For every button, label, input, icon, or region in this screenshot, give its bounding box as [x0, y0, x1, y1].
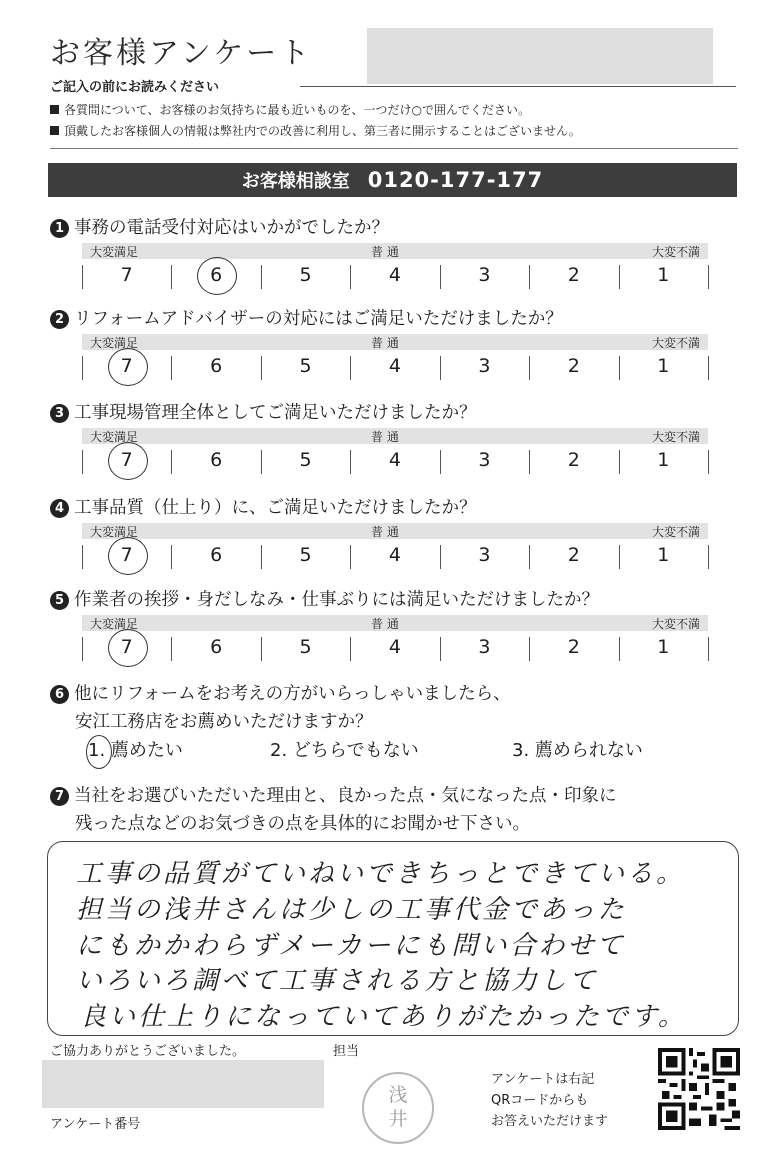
- scale-divider: [529, 545, 530, 569]
- answer-circle: [108, 629, 148, 667]
- scale-divider: [171, 265, 172, 289]
- answer-circle: [108, 348, 148, 386]
- scale-divider: [619, 356, 620, 380]
- scale-label-best: 大変満足: [90, 336, 139, 350]
- handwritten-line-4: いろいろ調べて工事される方と協力して: [76, 966, 599, 996]
- rating-option-5[interactable]: 5: [299, 544, 312, 566]
- handwritten-line-1: 工事の品質がていねいできちっとできている。: [76, 859, 686, 889]
- question-number-badge: 5: [50, 591, 69, 610]
- question-number-badge: 6: [50, 685, 69, 704]
- scale-divider: [708, 356, 709, 380]
- question-1: [50, 214, 389, 239]
- scale-divider: [440, 265, 441, 289]
- scale-label-worst: 大変不満: [651, 430, 700, 444]
- rating-option-4[interactable]: 4: [388, 449, 402, 471]
- survey-number-label: アンケート番号: [50, 1117, 141, 1132]
- support-label: お客様相談室: [241, 171, 350, 192]
- handwritten-line-5: 良い仕上りになっていてありがたかったです。: [80, 1002, 687, 1032]
- q6-option-3[interactable]: 3. 薦められない: [512, 740, 643, 761]
- qr-code-icon[interactable]: [658, 1048, 740, 1130]
- scale-label-neutral: 普 通: [371, 336, 399, 350]
- scale-label-best: 大変満足: [90, 245, 139, 259]
- scale-divider: [82, 356, 83, 380]
- handwritten-line-3: にもかかわらずメーカーにも問い合わせて: [76, 931, 626, 961]
- question-7: [50, 782, 617, 807]
- rating-option-1[interactable]: 1: [657, 264, 670, 286]
- rating-option-6[interactable]: 6: [210, 636, 223, 658]
- question-6: [50, 680, 511, 705]
- rating-option-7[interactable]: 7: [120, 264, 133, 286]
- question-text: 他にリフォームをお考えの方がいらっしゃいましたら、: [74, 684, 511, 704]
- rating-option-2[interactable]: 2: [567, 544, 580, 566]
- instructions-heading: ご記入の前にお読みください: [50, 80, 220, 95]
- question-5: [50, 586, 599, 611]
- scale-divider: [440, 545, 441, 569]
- question-2: [50, 305, 563, 330]
- rating-option-1[interactable]: 1: [657, 355, 670, 377]
- rating-option-3[interactable]: 3: [478, 544, 491, 566]
- staff-seal-stamp: [362, 1072, 434, 1144]
- scale-divider: [708, 637, 709, 661]
- rating-option-1[interactable]: 1: [657, 449, 670, 471]
- scale-label-neutral: 普 通: [371, 245, 399, 259]
- scale-divider: [82, 637, 83, 661]
- rating-scale: [82, 537, 708, 573]
- divider: [300, 86, 736, 87]
- question-text: 工事現場管理全体としてご満足いただけましたか？: [74, 403, 477, 423]
- rating-option-2[interactable]: 2: [567, 636, 580, 658]
- note-line-1: [50, 101, 530, 118]
- scale-divider: [529, 637, 530, 661]
- scale-divider: [619, 545, 620, 569]
- bullet-square-icon: [50, 105, 59, 114]
- q6-option-2[interactable]: 2. どちらでもない: [270, 740, 419, 761]
- scale-divider: [350, 450, 351, 474]
- rating-option-5[interactable]: 5: [299, 636, 312, 658]
- question-number-badge: 1: [50, 219, 69, 238]
- scale-label-neutral: 普 通: [371, 617, 399, 631]
- scale-divider: [529, 265, 530, 289]
- scale-divider: [619, 637, 620, 661]
- answer-circle: [108, 442, 148, 480]
- seal-char: 井: [388, 1108, 408, 1130]
- scale-divider: [82, 450, 83, 474]
- scale-label-neutral: 普 通: [371, 430, 399, 444]
- scale-label-best: 大変満足: [90, 430, 139, 444]
- rating-scale: [82, 257, 708, 293]
- rating-option-1[interactable]: 1: [657, 544, 670, 566]
- scale-divider: [529, 356, 530, 380]
- question-text: 当社をお選びいただいた理由と、良かった点・気になった点・印象に: [74, 786, 617, 806]
- scale-divider: [440, 637, 441, 661]
- thanks-text: ご協力ありがとうございました。: [50, 1044, 246, 1059]
- support-phone[interactable]: 0120-177-177: [367, 168, 544, 192]
- scale-divider: [261, 356, 262, 380]
- scale-divider: [171, 545, 172, 569]
- scale-divider: [350, 356, 351, 380]
- rating-option-3[interactable]: 3: [478, 449, 491, 471]
- staff-label: 担当: [333, 1044, 360, 1059]
- question-6-line-2: 安江工務店をお薦めいただけますか？: [75, 712, 373, 732]
- divider: [50, 148, 738, 149]
- bullet-square-icon: [50, 126, 59, 135]
- scale-divider: [350, 637, 351, 661]
- rating-option-6[interactable]: 6: [210, 544, 223, 566]
- note-text: 頂戴したお客様個人の情報は弊社内での改善に利用し、第三者に開示することはございません。: [64, 124, 581, 138]
- seal-char: 浅: [388, 1084, 408, 1106]
- rating-option-6[interactable]: 6: [210, 449, 223, 471]
- scale-label-best: 大変満足: [90, 617, 139, 631]
- qr-note-line-1: アンケートは右記: [491, 1072, 595, 1087]
- rating-option-7[interactable]: 7: [120, 355, 133, 377]
- rating-option-6[interactable]: 6: [210, 264, 223, 286]
- scale-divider: [619, 450, 620, 474]
- rating-option-3[interactable]: 3: [478, 636, 491, 658]
- question-number-badge: 4: [50, 499, 69, 518]
- question-3: [50, 399, 477, 424]
- rating-option-4[interactable]: 4: [388, 544, 402, 566]
- rating-option-7[interactable]: 7: [120, 544, 133, 566]
- scale-divider: [171, 637, 172, 661]
- handwritten-line-2: 担当の浅井さんは少しの工事代金であった: [76, 895, 627, 925]
- question-7-line-2: 残った点などのお気づきの点を具体的にお聞かせ下さい。: [75, 814, 530, 834]
- qr-note-line-3: お答えいただけます: [491, 1114, 609, 1129]
- scale-label-worst: 大変不満: [651, 617, 700, 631]
- scale-label-worst: 大変不満: [651, 245, 700, 259]
- question-number-badge: 7: [50, 787, 69, 806]
- q6-option-1[interactable]: 1. 薦めたい: [88, 740, 183, 761]
- rating-option-7[interactable]: 7: [120, 449, 133, 471]
- rating-option-5[interactable]: 5: [299, 355, 312, 377]
- answer-circle: [197, 257, 237, 295]
- scale-divider: [171, 356, 172, 380]
- scale-divider: [708, 545, 709, 569]
- question-number-badge: 2: [50, 310, 69, 329]
- rating-option-2[interactable]: 2: [567, 449, 580, 471]
- rating-option-4[interactable]: 4: [388, 264, 402, 286]
- scale-divider: [708, 450, 709, 474]
- rating-option-4[interactable]: 4: [388, 355, 402, 377]
- rating-option-4[interactable]: 4: [388, 636, 402, 658]
- scale-divider: [171, 450, 172, 474]
- scale-divider: [440, 356, 441, 380]
- question-text: リフォームアドバイザーの対応にはご満足いただけましたか？: [74, 309, 563, 329]
- rating-option-5[interactable]: 5: [299, 449, 312, 471]
- scale-label-worst: 大変不満: [651, 525, 700, 539]
- note-text: 各質問について、お客様のお気持ちに最も近いものを、一つだけ○で囲んでください。: [64, 103, 530, 117]
- question-text: 工事品質（仕上り）に、ご満足いただけましたか？: [74, 498, 477, 518]
- scale-divider: [708, 265, 709, 289]
- scale-divider: [261, 265, 262, 289]
- scale-divider: [619, 265, 620, 289]
- scale-label-worst: 大変不満: [651, 336, 700, 350]
- rating-scale: [82, 348, 708, 384]
- scale-divider: [261, 450, 262, 474]
- scale-divider: [350, 545, 351, 569]
- scale-label-neutral: 普 通: [371, 525, 399, 539]
- question-number-badge: 3: [50, 404, 69, 423]
- redacted-staff-area: [42, 1060, 324, 1108]
- scale-divider: [82, 265, 83, 289]
- rating-option-7[interactable]: 7: [120, 636, 133, 658]
- qr-note-line-2: QRコードからも: [491, 1093, 589, 1108]
- scale-divider: [261, 637, 262, 661]
- scale-divider: [82, 545, 83, 569]
- question-text: 事務の電話受付対応はいかがでしたか？: [74, 218, 389, 238]
- note-line-2: [50, 122, 581, 139]
- scale-divider: [261, 545, 262, 569]
- scale-divider: [529, 450, 530, 474]
- rating-option-3[interactable]: 3: [478, 264, 491, 286]
- rating-scale: [82, 629, 708, 665]
- answer-circle: [108, 537, 148, 575]
- support-banner: [48, 163, 737, 197]
- question-4: [50, 494, 477, 519]
- rating-option-5[interactable]: 5: [299, 264, 312, 286]
- rating-option-3[interactable]: 3: [478, 355, 491, 377]
- scale-label-best: 大変満足: [90, 525, 139, 539]
- page-title: お客様アンケート: [50, 36, 313, 71]
- rating-option-2[interactable]: 2: [567, 264, 580, 286]
- answer-circle-q6: [86, 735, 112, 769]
- rating-scale: [82, 442, 708, 478]
- rating-option-1[interactable]: 1: [657, 636, 670, 658]
- rating-option-6[interactable]: 6: [210, 355, 223, 377]
- redacted-name-area: [367, 28, 713, 84]
- question-text: 作業者の挨拶・身だしなみ・仕事ぶりには満足いただけましたか？: [74, 590, 599, 610]
- scale-divider: [440, 450, 441, 474]
- scale-divider: [350, 265, 351, 289]
- rating-option-2[interactable]: 2: [567, 355, 580, 377]
